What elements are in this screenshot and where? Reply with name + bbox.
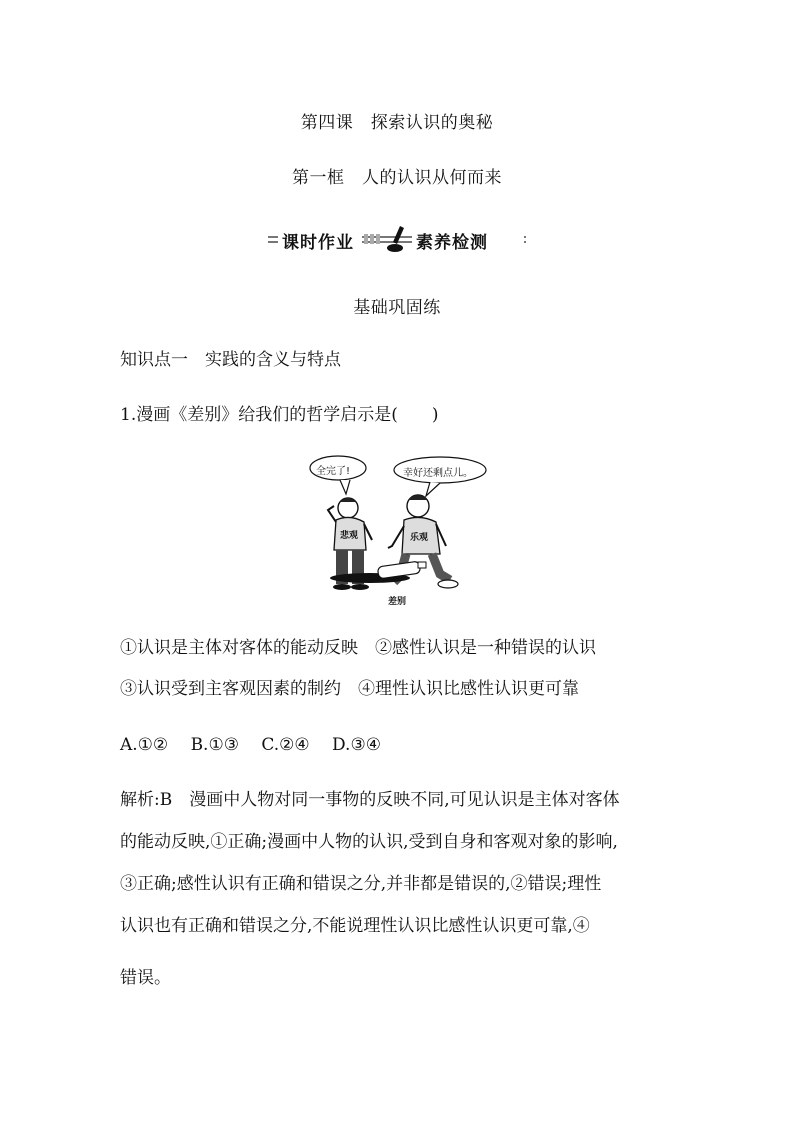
analysis-line-3: ③正确;感性认识有正确和错误之分,并非都是错误的,②错误;理性 <box>120 874 602 894</box>
section-banner <box>268 224 526 254</box>
banner-left-text: 课时作业 <box>282 233 354 253</box>
shirt-label-left: 悲观 <box>340 531 359 541</box>
knowledge-point-heading: 知识点一 实践的含义与特点 <box>120 350 341 370</box>
analysis-line-2: 的能动反映,①正确;漫画中人物的认识,受到自身和客观对象的影响, <box>120 832 618 852</box>
pen-nib-icon <box>386 224 410 254</box>
bubble-left-text: 全完了! <box>316 466 351 477</box>
subheading: 基础巩固练 <box>353 298 441 318</box>
answer-options: A.①② B.①③ C.②④ D.③④ <box>120 735 381 755</box>
cartoon-caption: 差别 <box>388 597 407 607</box>
shirt-label-right: 乐观 <box>410 533 429 543</box>
statement-line-2: ③认识受到主客观因素的制约 ④理性认识比感性认识更可靠 <box>120 679 579 699</box>
analysis-line-4: 认识也有正确和错误之分,不能说理性认识比感性认识更可靠,④ <box>120 916 590 936</box>
section-title: 第一框 人的认识从何而来 <box>292 168 502 188</box>
statement-line-1: ①认识是主体对客体的能动反映 ②感性认识是一种错误的认识 <box>120 638 596 658</box>
cartoon-illustration <box>300 450 510 610</box>
question-stem: 1.漫画《差别》给我们的哲学启示是( ) <box>120 405 439 425</box>
bubble-right-text: 幸好还剩点儿。 <box>403 468 473 479</box>
lesson-title: 第四课 探索认识的奥秘 <box>300 113 494 133</box>
banner-right-text: 素养检测 <box>416 233 488 253</box>
analysis-line-5: 错误。 <box>120 968 171 988</box>
analysis-line-1: 解析:B 漫画中人物对同一事物的反映不同,可见认识是主体对客体 <box>120 790 620 810</box>
